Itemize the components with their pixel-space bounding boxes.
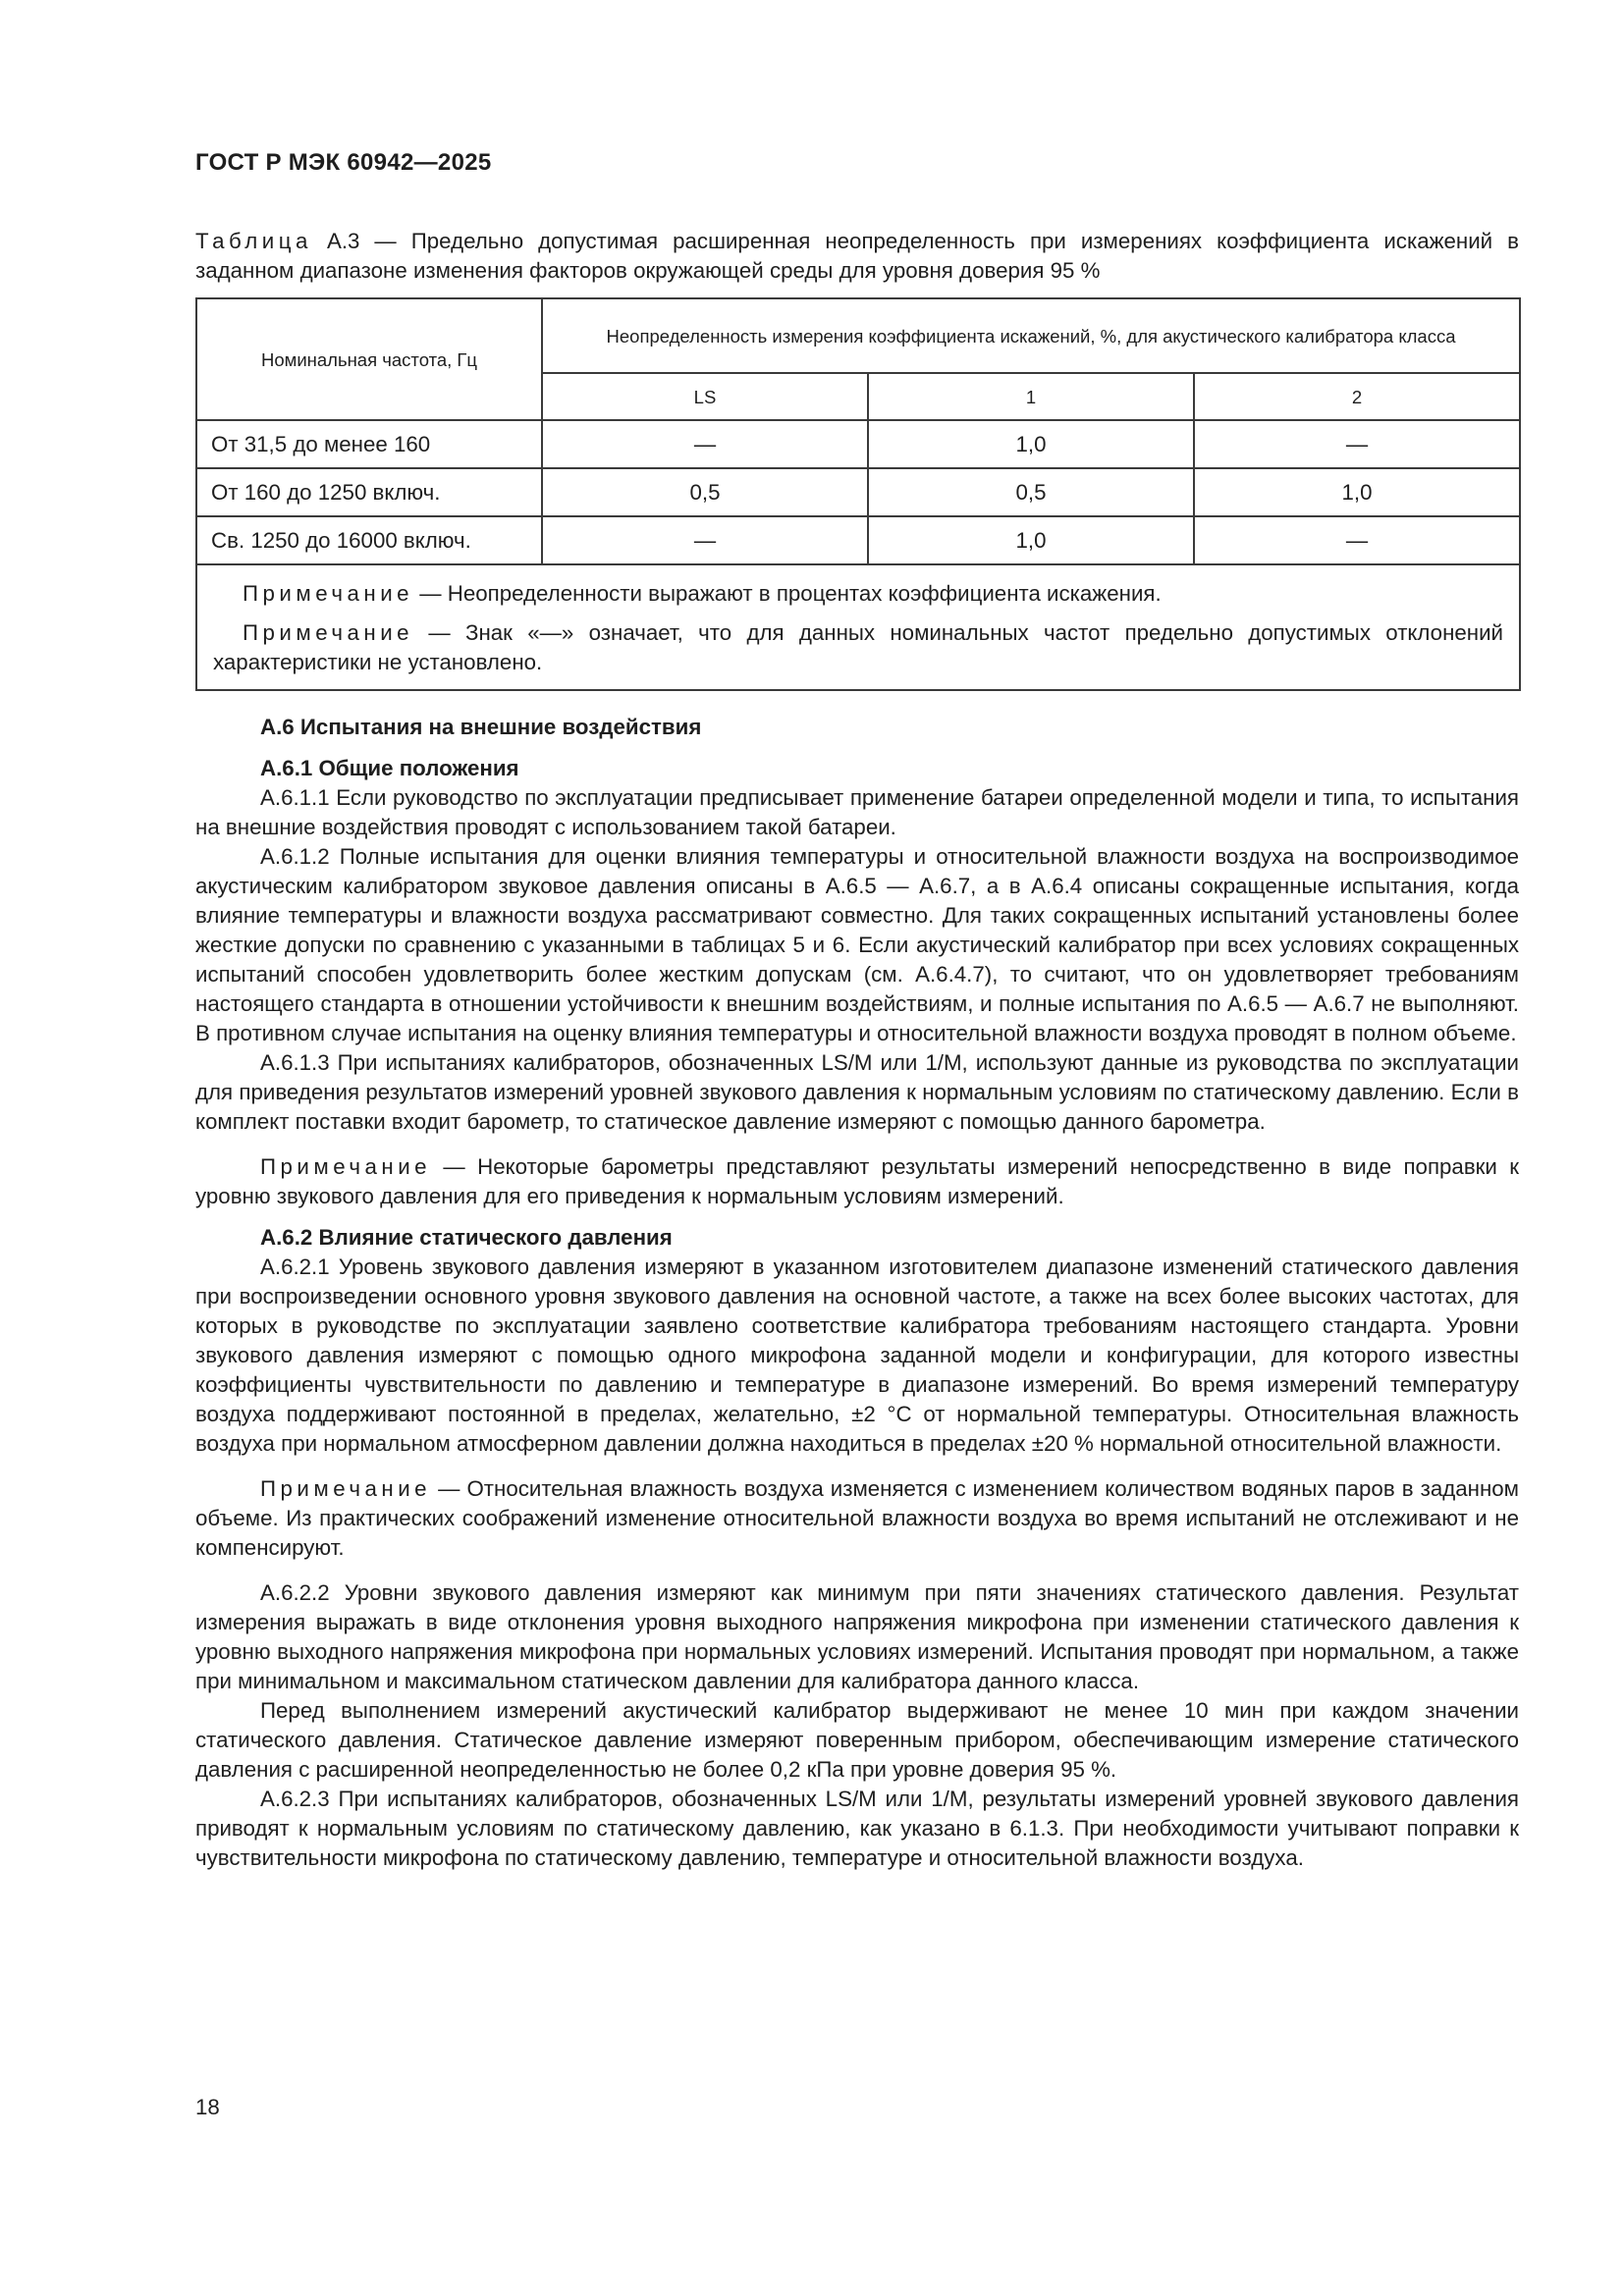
cell-value: 1,0 [868, 516, 1194, 564]
row-frequency: От 31,5 до менее 160 [196, 420, 542, 468]
table-caption-text: А.3 — Предельно допустимая расширенная неопределенность при измерениях коэффициента искажений в заданном диапазоне изменения факторов окружающей среды для уровня доверия 95 % [195, 229, 1519, 283]
paragraph-a623: А.6.2.3 При испытаниях калибраторов, обозначенных LS/M или 1/M, результаты измерений уровней звукового давления приводят к нормальным условиям по статическому давлению, как указано в 6.1.3. При необходимости учитывают поправки к чувствительности микрофона по статическому давлению, температуре и относительной влажности воздуха. [195, 1787, 1519, 1870]
note-text: — Относительная влажность воздуха изменяется с изменением количеством водяных паров в заданном объеме. Из практических соображений изменение относительной влажности воздуха во время испытаний не отслеживают и не компенсируют. [195, 1476, 1519, 1560]
table-notes [196, 564, 1520, 690]
note-label: Примечание [260, 1154, 432, 1179]
header-nominal-frequency: Номинальная частота, Гц [196, 298, 542, 420]
note-label: Примечание [260, 1476, 432, 1501]
note-text: — Неопределенности выражают в процентах коэффициента искажения. [413, 581, 1162, 606]
header-class-2: 2 [1194, 373, 1520, 420]
table-row [196, 420, 1520, 468]
table-note [213, 618, 1503, 677]
paragraph-a622: А.6.2.2 Уровни звукового давления измеряют как минимум при пяти значениях статического давления. Результат измерения выражать в виде отклонения уровня выходного напряжения микрофона при изменении статического давления к уровню выходного напряжения микрофона при нормальных условиях измерений. Испытания проводят при нормальном, а также при минимальном и максимальном статическом давлении для калибратора данного класса. [195, 1580, 1519, 1693]
cell-value: — [1194, 420, 1520, 468]
cell-value: 1,0 [1194, 468, 1520, 516]
header-class-1: 1 [868, 373, 1194, 420]
note-label: Примечание [243, 581, 414, 606]
header-uncertainty-group: Неопределенность измерения коэффициента искажений, %, для акустического калибратора класса [542, 298, 1520, 373]
page-number: 18 [195, 2095, 220, 2119]
cell-value: — [542, 420, 868, 468]
paragraph-a621: А.6.2.1 Уровень звукового давления измеряют в указанном изготовителем диапазоне изменений статического давления при воспроизведении основного уровня звукового давления на основной частоте, а также на всех более высоких частотах, для которых в руководстве по эксплуатации заявлено соответствие калибратора требованиям настоящего стандарта. Уровни звукового давления измеряют с помощью одного микрофона заданной модели и конфигурации, для которого известны коэффициенты чувствительности по давлению и температуре в диапазоне измерений. Во время измерений температуру воздуха поддерживают постоянной в пределах, желательно, ±2 °С от нормальной температуры. Относительная влажность воздуха при нормальном атмосферном давлении должна находиться в пределах ±20 % нормальной относительной влажности. [195, 1255, 1519, 1456]
row-frequency: От 160 до 1250 включ. [196, 468, 542, 516]
note-label: Примечание [243, 620, 414, 645]
table-row [196, 468, 1520, 516]
section-a61-title: А.6.1 Общие положения [260, 756, 519, 780]
header-class-ls: LS [542, 373, 868, 420]
section-a6-title: А.6 Испытания на внешние воздействия [260, 715, 702, 739]
paragraph-a612: А.6.1.2 Полные испытания для оценки влияния температуры и относительной влажности воздуха на воспроизводимое акустическим калибратором звуковое давления описаны в А.6.5 — А.6.7, а в А.6.4 описаны сокращенные испытания, когда влияние температуры и влажности воздуха рассматривают совместно. Для таких сокращенных испытаний установлены более жесткие допуски по сравнению с указанными в таблицах 5 и 6. Если акустический калибратор при всех условиях сокращенных испытаний способен удовлетворить более жестким допускам (см. А.6.4.7), то считают, что он удовлетворяет требованиям настоящего стандарта в отношении устойчивости к внешним воздействиям, и полные испытания по А.6.5 — А.6.7 не выполняют. В противном случае испытания на оценку влияния температуры и относительной влажности воздуха проводят в полном объеме. [195, 844, 1519, 1045]
note-text: — Знак «—» означает, что для данных номинальных частот предельно допустимых отклонений характеристики не установлено. [213, 620, 1504, 674]
note-text: — Некоторые барометры представляют результаты измерений непосредственно в виде поправки к уровню звукового давления для его приведения к нормальным условиям измерений. [195, 1154, 1519, 1208]
table-caption-label: Таблица [195, 229, 312, 253]
table-row [196, 516, 1520, 564]
note-barometers [195, 1152, 1519, 1211]
cell-value: 1,0 [868, 420, 1194, 468]
uncertainty-table [195, 297, 1521, 691]
paragraph-before-measurements: Перед выполнением измерений акустический калибратор выдерживают не менее 10 мин при каждом значении статического давления. Статическое давление измеряют поверенным прибором, обеспечивающим измерение статического давления с расширенной неопределенностью не более 0,2 кПа при уровне доверия 95 %. [195, 1698, 1519, 1782]
cell-value: 0,5 [542, 468, 868, 516]
document-header: ГОСТ Р МЭК 60942—2025 [195, 149, 492, 176]
cell-value: 0,5 [868, 468, 1194, 516]
cell-value: — [542, 516, 868, 564]
page-content [195, 227, 1519, 1873]
table-caption [195, 227, 1519, 286]
row-frequency: Св. 1250 до 16000 включ. [196, 516, 542, 564]
paragraph-a613: А.6.1.3 При испытаниях калибраторов, обозначенных LS/M или 1/M, используют данные из руководства по эксплуатации для приведения результатов измерений уровней звукового давления к нормальным условиям по статическому давлению. Если в комплект поставки входит барометр, то статическое давление измеряют с помощью данного барометра. [195, 1050, 1519, 1134]
cell-value: — [1194, 516, 1520, 564]
paragraph-a611: А.6.1.1 Если руководство по эксплуатации предписывает применение батареи определенной модели и типа, то испытания на внешние воздействия проводят с использованием такой батареи. [195, 785, 1519, 839]
section-a62-title: А.6.2 Влияние статического давления [260, 1225, 673, 1250]
note-humidity [195, 1474, 1519, 1563]
table-note [213, 579, 1503, 609]
